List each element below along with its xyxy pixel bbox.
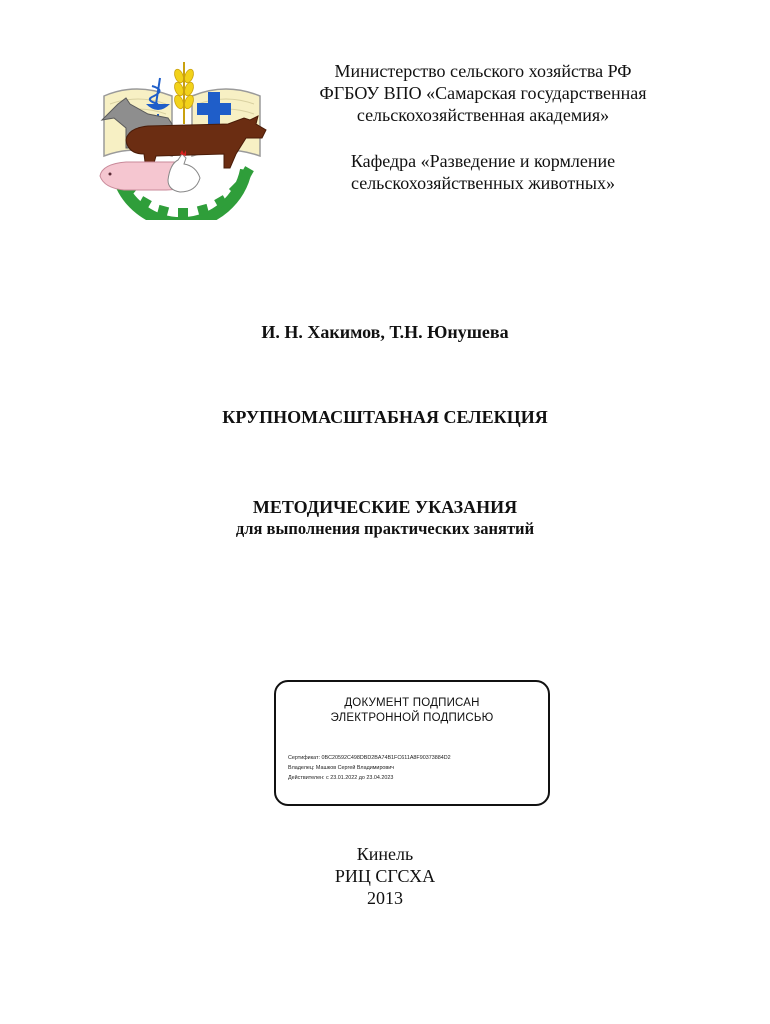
signature-validity: Действителен: с 23.01.2022 до 23.04.2023 — [288, 775, 394, 781]
academy-emblem-icon — [96, 58, 276, 220]
institution-name-line1: ФГБОУ ВПО «Самарская государственная — [319, 83, 647, 103]
signature-title-line2: ЭЛЕКТРОННОЙ ПОДПИСЬЮ — [330, 712, 494, 724]
signature-details — [288, 753, 451, 783]
rooster-icon — [168, 150, 200, 192]
document-subtitle-line1: МЕТОДИЧЕСКИЕ УКАЗАНИЯ — [252, 497, 518, 517]
authors: И. Н. Хакимов, Т.Н. Юнушева — [261, 322, 509, 342]
header-block — [268, 60, 698, 194]
imprint-year: 2013 — [367, 888, 403, 908]
department-name-line1: Кафедра «Разведение и кормление — [350, 151, 616, 171]
signature-owner: Владелец: Машков Сергей Владимирович — [288, 765, 395, 771]
imprint-block — [0, 843, 770, 909]
ministry-name: Министерство сельского хозяйства РФ — [334, 61, 632, 81]
signature-title-line1: ДОКУМЕНТ ПОДПИСАН — [344, 697, 480, 709]
academy-logo — [96, 58, 276, 220]
imprint-city: Кинель — [356, 844, 414, 864]
document-title: КРУПНОМАСШТАБНАЯ СЕЛЕКЦИЯ — [222, 407, 548, 427]
imprint-publisher: РИЦ СГСХА — [334, 866, 436, 886]
institution-name-line2: сельскохозяйственная академия» — [356, 105, 610, 125]
document-subtitle-line2: для выполнения практических занятий — [235, 519, 535, 538]
electronic-signature-stamp — [274, 680, 550, 806]
signature-title — [276, 696, 548, 726]
signature-certificate: Сертификат: 0BC20592C498DBD2BA74B1FC611A8F90373884D2 — [288, 755, 451, 761]
department-name-line2: сельскохозяйственных животных» — [351, 173, 615, 193]
